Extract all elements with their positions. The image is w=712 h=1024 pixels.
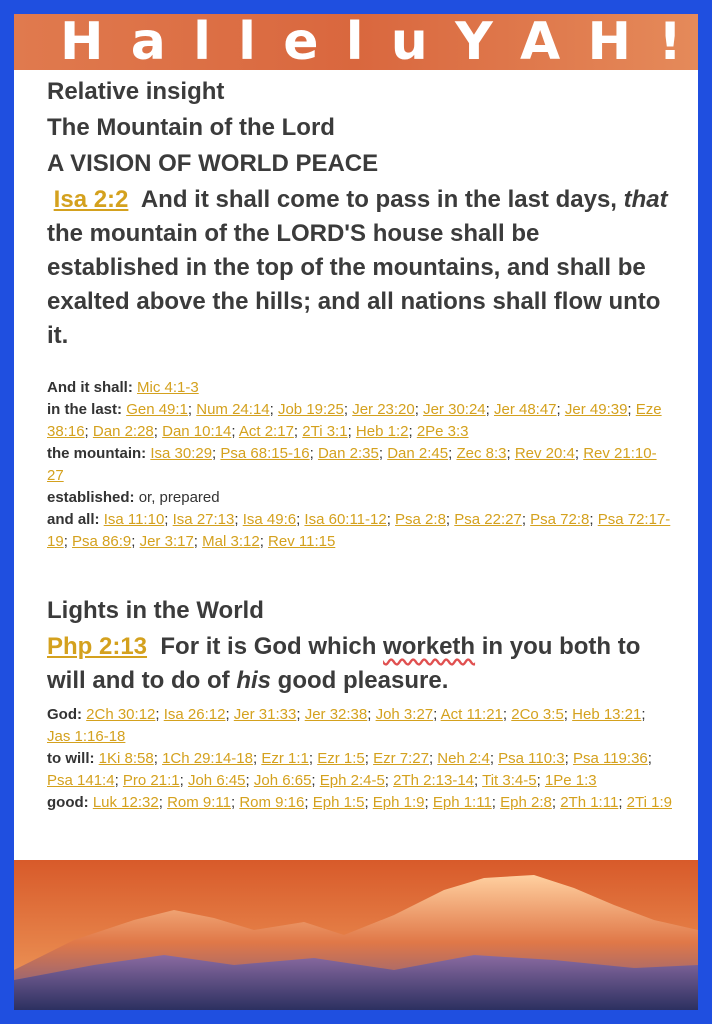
scripture-link[interactable]: Gen 49:1 — [126, 401, 188, 418]
verse-ref-link-php[interactable]: Php 2:13 — [47, 633, 148, 660]
note-label: the mountain: — [47, 445, 151, 462]
banner-letter: l — [193, 14, 211, 72]
scripture-link[interactable]: Dan 2:28 — [92, 423, 154, 440]
scripture-link[interactable]: Psa 68:15-16 — [220, 445, 310, 462]
main-content — [47, 74, 672, 814]
banner-letter: a — [130, 14, 166, 72]
note-line: to will: 1Ki 8:58; 1Ch 29:14-18; Ezr 1:1; Ezr 1:5; Ezr 7:27; Neh 2:4; Psa 110:3; Psa 119:36; Psa 141:4; Pro 21:1; Joh 6:45; Joh 6:65; Eph 2:4-5; 2Th 2:13-14; Tit 3:4-5; 1Pe 1:3 — [47, 750, 652, 789]
banner-letter: Y — [455, 14, 493, 72]
scripture-link[interactable]: 1Ch 29:14-18 — [162, 750, 253, 767]
mountain-image — [14, 860, 698, 1010]
note-line — [47, 487, 672, 509]
scripture-link[interactable]: Isa 26:12 — [163, 706, 226, 723]
scripture-link[interactable]: Psa 72:8 — [530, 511, 590, 528]
note-label: good: — [47, 794, 93, 811]
note-line: good: Luk 12:32; Rom 9:11; Rom 9:16; Eph 1:5; Eph 1:9; Eph 1:11; Eph 2:8; 2Th 1:11; 2Ti 1:9 — [47, 794, 672, 811]
scripture-link[interactable]: 1Pe 1:3 — [544, 772, 597, 789]
scripture-link[interactable]: Mic 4:1-3 — [137, 379, 199, 396]
scripture-link[interactable]: Dan 2:35 — [317, 445, 379, 462]
scripture-link[interactable]: Eph 1:11 — [432, 794, 492, 811]
scripture-link[interactable]: Dan 2:45 — [387, 445, 449, 462]
scripture-link[interactable]: Psa 119:36 — [572, 750, 648, 767]
verse-text-b: the mountain of the LORD'S house shall be established in the top of the mountains, and shall be exalted above the hills; and all nations shall flow unto it. — [47, 220, 661, 349]
scripture-link[interactable]: Isa 27:13 — [172, 511, 235, 528]
scripture-link[interactable]: Rev 11:15 — [268, 533, 336, 550]
hallelujah-banner — [14, 14, 698, 70]
banner-letter: l — [238, 14, 256, 72]
note-label: to will: — [47, 750, 99, 767]
note-label: in the last: — [47, 401, 127, 418]
scripture-link[interactable]: Ezr 1:1 — [261, 750, 309, 767]
scripture-link[interactable]: Ezr 7:27 — [373, 750, 429, 767]
scripture-link[interactable]: Eze 38:16 — [47, 401, 662, 440]
heading-mountain-of-lord: The Mountain of the Lord — [47, 114, 335, 141]
scripture-link[interactable]: Jer 48:47 — [493, 401, 557, 418]
banner-letter: u — [390, 14, 428, 72]
scripture-link[interactable]: Isa 49:6 — [242, 511, 297, 528]
scripture-link[interactable]: Eph 1:5 — [312, 794, 365, 811]
heading-lights-in-world: Lights in the World — [47, 597, 264, 624]
note-label: And it shall: — [47, 379, 137, 396]
scripture-link[interactable]: 1Ki 8:58 — [98, 750, 154, 767]
scripture-link[interactable]: Psa 86:9 — [72, 533, 132, 550]
scripture-link[interactable]: Eph 2:4-5 — [319, 772, 385, 789]
scripture-link[interactable]: 2Th 2:13-14 — [393, 772, 475, 789]
scripture-link[interactable]: Psa 141:4 — [47, 772, 115, 789]
scripture-link[interactable]: Jer 31:33 — [233, 706, 297, 723]
scripture-link[interactable]: Jer 3:17 — [139, 533, 194, 550]
scripture-link[interactable]: Jer 23:20 — [352, 401, 415, 418]
scripture-link[interactable]: Dan 10:14 — [162, 423, 232, 440]
verse-text-a: And it shall come to pass in the last days, — [140, 186, 617, 213]
banner-letter: ! — [658, 14, 682, 72]
note-label: God: — [47, 706, 87, 723]
note-line: and all: Isa 11:10; Isa 27:13; Isa 49:6; Isa 60:11-12; Psa 2:8; Psa 22:27; Psa 72:8; Psa 72:17-19; Psa 86:9; Jer 3:17; Mal 3:12; Rev 11:15 — [47, 511, 671, 550]
banner-letter: e — [283, 14, 319, 72]
banner-letter: H — [587, 14, 631, 72]
heading-vision: A VISION OF WORLD PEACE — [47, 150, 379, 177]
verse-ref-link[interactable]: Isa 2:2 — [53, 186, 129, 213]
scripture-link[interactable]: Psa 72:17-19 — [47, 511, 671, 550]
scripture-link[interactable]: Rom 9:11 — [167, 794, 231, 811]
scripture-link[interactable]: Rom 9:16 — [239, 794, 305, 811]
scripture-link[interactable]: Isa 11:10 — [103, 511, 165, 528]
verse2-italic: his — [236, 667, 271, 694]
note-line: God: 2Ch 30:12; Isa 26:12; Jer 31:33; Jer 32:38; Joh 3:27; Act 11:21; 2Co 3:5; Heb 13:21; Jas 1:16-18 — [47, 706, 646, 745]
scripture-link[interactable]: 2Ti 3:1 — [302, 423, 348, 440]
cross-references-isa — [47, 377, 672, 553]
note-label: and all: — [47, 511, 104, 528]
verse2-text-c: good pleasure. — [277, 667, 449, 694]
scripture-link[interactable]: Jer 30:24 — [423, 401, 486, 418]
verse2-text-a: For it is God which — [160, 633, 377, 660]
scripture-link[interactable]: 2Ch 30:12 — [86, 706, 156, 723]
scripture-link[interactable]: Isa 60:11-12 — [304, 511, 387, 528]
cross-references-php — [47, 704, 672, 814]
note-text: or, prepared — [138, 489, 220, 506]
scripture-link[interactable]: Pro 21:1 — [122, 772, 180, 789]
verse-italic: that — [623, 186, 668, 213]
verse-isa-2-2 — [47, 183, 672, 353]
scripture-link[interactable]: 2Ti 1:9 — [626, 794, 672, 811]
scripture-link[interactable]: Mal 3:12 — [202, 533, 260, 550]
scripture-link[interactable]: Neh 2:4 — [437, 750, 490, 767]
scripture-link[interactable]: 2Co 3:5 — [511, 706, 564, 723]
banner-letter: A — [519, 14, 561, 72]
scripture-link[interactable]: Luk 12:32 — [92, 794, 159, 811]
note-line — [47, 377, 672, 399]
scripture-link[interactable]: Jer 49:39 — [564, 401, 628, 418]
verse2-text-b: in you both to will and to do of — [47, 633, 641, 694]
scripture-link[interactable]: Ezr 1:5 — [317, 750, 365, 767]
scripture-link[interactable]: Joh 6:45 — [187, 772, 246, 789]
scripture-link[interactable]: Zec 8:3 — [456, 445, 507, 462]
page-frame — [14, 14, 698, 1010]
scripture-link[interactable]: Job 19:25 — [277, 401, 344, 418]
note-label: established: — [47, 489, 139, 506]
scripture-link[interactable]: Act 11:21 — [440, 706, 503, 723]
scripture-link[interactable]: Heb 13:21 — [572, 706, 642, 723]
scripture-link[interactable]: Eph 1:9 — [372, 794, 425, 811]
scripture-link[interactable]: Rev 20:4 — [514, 445, 575, 462]
note-line: the mountain: Isa 30:29; Psa 68:15-16; Dan 2:35; Dan 2:45; Zec 8:3; Rev 20:4; Rev 21:10-27 — [47, 445, 657, 484]
scripture-link[interactable]: Tit 3:4-5 — [482, 772, 537, 789]
verse2-wavy-word: worketh — [383, 633, 476, 660]
scripture-link[interactable]: Heb 1:2 — [355, 423, 409, 440]
scripture-link[interactable]: Eph 2:8 — [500, 794, 552, 811]
scripture-link[interactable]: Jas 1:16-18 — [47, 728, 126, 745]
scripture-link[interactable]: 2Pe 3:3 — [416, 423, 469, 440]
scripture-link[interactable]: Joh 6:65 — [253, 772, 312, 789]
heading-relative-insight: Relative insight — [47, 78, 225, 105]
note-line: in the last: Gen 49:1; Num 24:14; Job 19:25; Jer 23:20; Jer 30:24; Jer 48:47; Jer 49:39; Eze 38:16; Dan 2:28; Dan 10:14; Act 2:17; 2Ti 3:1; Heb 1:2; 2Pe 3:3 — [47, 401, 662, 440]
scripture-link[interactable]: Psa 110:3 — [498, 750, 565, 767]
scripture-link[interactable]: Psa 2:8 — [395, 511, 446, 528]
banner-letter: l — [345, 14, 364, 72]
verse-php-2-13 — [47, 630, 672, 698]
scripture-link[interactable]: Psa 22:27 — [454, 511, 522, 528]
banner-letter: H — [60, 14, 104, 72]
scripture-link[interactable]: Jer 32:38 — [304, 706, 368, 723]
scripture-link[interactable]: Num 24:14 — [196, 401, 270, 418]
scripture-link[interactable]: Isa 30:29 — [150, 445, 213, 462]
scripture-link[interactable]: Joh 3:27 — [375, 706, 434, 723]
scripture-link[interactable]: Rev 21:10-27 — [47, 445, 657, 484]
section-lights — [47, 593, 672, 814]
scripture-link[interactable]: 2Th 1:11 — [560, 794, 619, 811]
scripture-link[interactable]: Act 2:17 — [238, 423, 294, 440]
